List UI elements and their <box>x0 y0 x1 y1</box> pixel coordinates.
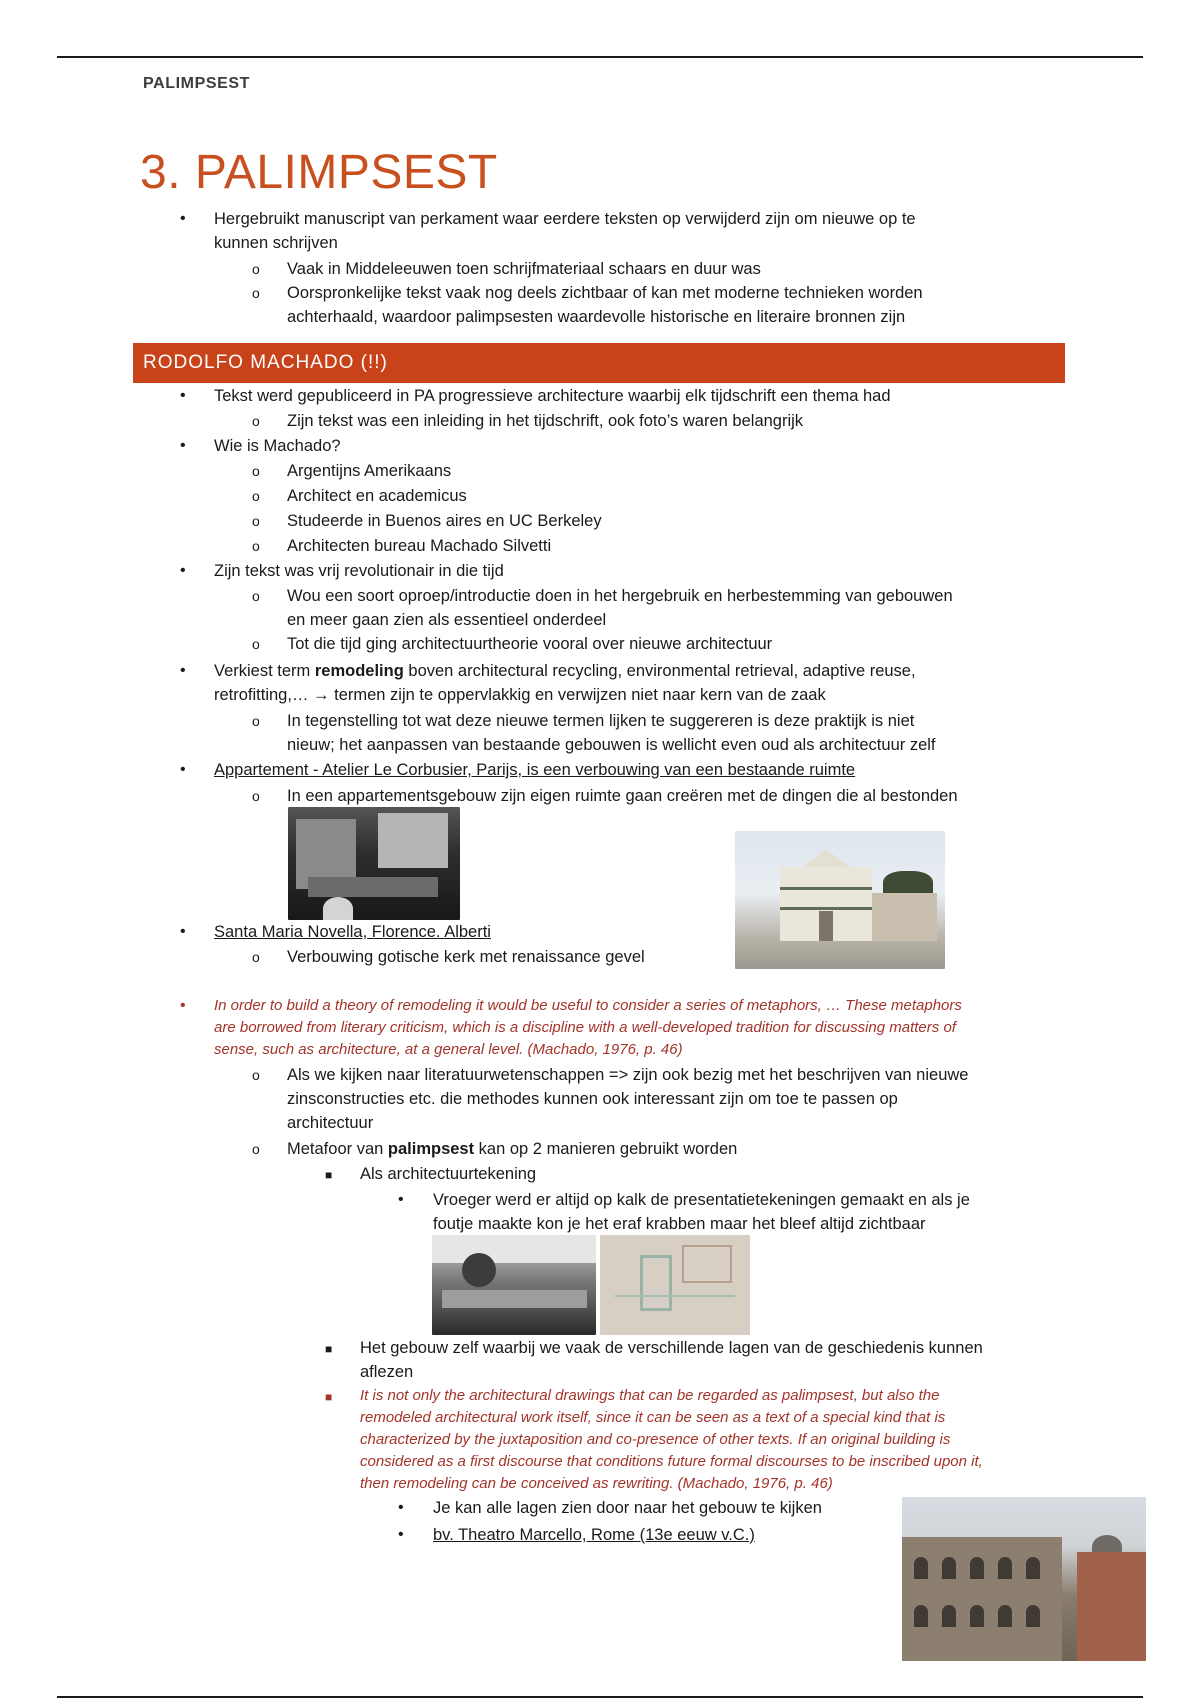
list-item: Zijn tekst was een inleiding in het tijdschrift, ook foto’s waren belangrijk <box>287 412 804 430</box>
list-item: In een appartementsgebouw zijn eigen ruimte gaan creëren met de dingen die al bestonden <box>287 787 958 805</box>
list-item: nieuw; het aanpassen van bestaande gebouwen is wellicht even oud als architectuur zelf <box>287 736 936 754</box>
santa-maria-novella-photo <box>735 831 945 969</box>
underlined-text: Santa Maria Novella, Florence. Alberti <box>214 923 491 941</box>
quote-line: In order to build a theory of remodeling it would be useful to consider a series of metaphors, … These metaphors <box>214 997 962 1014</box>
bullet-icon: • <box>398 1526 404 1543</box>
quote-line: considered as a first discourse that conditions future formal discourses to be inscribed upon it, <box>360 1453 983 1470</box>
list-item: Tekst werd gepubliceerd in PA progressieve architecture waarbij elk tijdschrift een thema had <box>214 387 891 405</box>
sub-bullet-icon: o <box>252 261 260 277</box>
bullet-icon: • <box>180 562 186 579</box>
list-item <box>214 760 855 780</box>
list-item: Architect en academicus <box>287 487 467 505</box>
theatro-marcello-photo <box>902 1497 1146 1661</box>
underlined-text: Appartement - Atelier Le Corbusier, Parijs, is een verbouwing van een bestaande ruimte <box>214 761 856 779</box>
sub-bullet-icon: o <box>252 588 260 604</box>
square-bullet-icon: ■ <box>325 1168 333 1182</box>
sub-bullet-icon: o <box>252 636 260 652</box>
section-heading: RODOLFO MACHADO (!!) <box>143 352 388 373</box>
list-item: Argentijns Amerikaans <box>287 462 452 480</box>
list-item: architectuur <box>287 1114 374 1132</box>
section-heading-band <box>133 343 1065 383</box>
square-bullet-icon: ■ <box>325 1342 333 1356</box>
term-line: retrofitting,… → termen zijn te oppervlakkig en verwijzen niet naar kern van de zaak <box>214 686 826 704</box>
list-item: en meer gaan zien als essentieel onderdeel <box>287 611 607 629</box>
quote-line: then remodeling can be conceived as rewriting. (Machado, 1976, p. 46) <box>360 1475 833 1492</box>
underlined-text: bv. Theatro Marcello, Rome (13e eeuw v.C.) <box>433 1526 755 1544</box>
list-item: Zijn tekst was vrij revolutionair in die tijd <box>214 562 504 580</box>
page-title: 3. PALIMPSEST <box>140 146 498 199</box>
list-item: foutje maakte kon je het eraf krabben maar het bleef altijd zichtbaar <box>433 1215 926 1233</box>
bullet-icon: • <box>180 923 186 940</box>
metaphor-bold: palimpsest <box>387 1140 475 1158</box>
list-item: Vaak in Middeleeuwen toen schrijfmateriaal schaars en duur was <box>287 260 761 278</box>
list-item: Oorspronkelijke tekst vaak nog deels zichtbaar of kan met moderne technieken worden <box>287 284 923 302</box>
list-item <box>214 922 491 942</box>
bullet-icon: • <box>180 997 186 1014</box>
list-item: achterhaald, waardoor palimpsesten waardevolle historische en literaire bronnen zijn <box>287 308 906 326</box>
list-item: Architecten bureau Machado Silvetti <box>287 537 552 555</box>
metaphor-text: Metafoor van <box>287 1140 388 1158</box>
bottom-rule <box>57 1696 1143 1698</box>
bullet-icon: • <box>398 1499 404 1516</box>
term-line <box>214 661 916 681</box>
top-rule <box>57 56 1143 58</box>
term-text: Verkiest term <box>214 662 315 680</box>
bullet-icon: • <box>180 210 186 227</box>
bullet-icon: • <box>180 662 186 679</box>
quote-line: sense, such as architecture, at a general level. (Machado, 1976, p. 46) <box>214 1041 683 1058</box>
drafting-room-photo <box>432 1235 596 1335</box>
quote-line: remodeled architectural work itself, since it can be seen as a text of a special kind that is <box>360 1409 946 1426</box>
sub-bullet-icon: o <box>252 538 260 554</box>
sub-bullet-icon: o <box>252 513 260 529</box>
sub-bullet-icon: o <box>252 788 260 804</box>
sub-bullet-icon: o <box>252 463 260 479</box>
bullet-icon: • <box>180 387 186 404</box>
list-item: Als architectuurtekening <box>360 1165 537 1183</box>
list-item: Je kan alle lagen zien door naar het gebouw te kijken <box>433 1499 822 1517</box>
list-item: aflezen <box>360 1363 414 1381</box>
sub-bullet-icon: o <box>252 488 260 504</box>
chalk-drawing-photo <box>600 1235 750 1335</box>
list-item: Wie is Machado? <box>214 437 341 455</box>
sub-bullet-icon: o <box>252 713 260 729</box>
term-bold: remodeling <box>314 662 404 680</box>
list-item: Tot die tijd ging architectuurtheorie vooral over nieuwe architectuur <box>287 635 773 653</box>
sub-bullet-icon: o <box>252 285 260 301</box>
bullet-icon: • <box>398 1191 404 1208</box>
square-bullet-icon: ■ <box>325 1390 333 1404</box>
list-item: Vroeger werd er altijd op kalk de presentatietekeningen gemaakt en als je <box>433 1191 970 1209</box>
list-item: zinsconstructies etc. die methodes kunnen ook interessant zijn om toe te passen op <box>287 1090 898 1108</box>
sub-bullet-icon: o <box>252 1141 260 1157</box>
sub-bullet-icon: o <box>252 413 260 429</box>
list-item: Het gebouw zelf waarbij we vaak de verschillende lagen van de geschiedenis kunnen <box>360 1339 983 1357</box>
list-item: Wou een soort oproep/introductie doen in het hergebruik en herbestemming van gebouwen <box>287 587 953 605</box>
list-item: In tegenstelling tot wat deze nieuwe termen lijken te suggereren is deze praktijk is niet <box>287 712 915 730</box>
quote-line: characterized by the juxtaposition and co-presence of other texts. If an original building is <box>360 1431 951 1448</box>
sub-bullet-icon: o <box>252 949 260 965</box>
term-text: boven architectural recycling, environmental retrieval, adaptive reuse, <box>403 662 916 680</box>
running-header: PALIMPSEST <box>143 75 251 92</box>
quote-line: It is not only the architectural drawings that can be regarded as palimpsest, but also the <box>360 1387 940 1404</box>
metaphor-line <box>287 1139 737 1159</box>
definition-line: Hergebruikt manuscript van perkament waar eerdere teksten op verwijderd zijn om nieuwe op te <box>214 210 916 228</box>
list-item <box>433 1525 755 1545</box>
list-item: Als we kijken naar literatuurwetenschappen => zijn ook bezig met het beschrijven van nieuwe <box>287 1066 969 1084</box>
metaphor-text: kan op 2 manieren gebruikt worden <box>474 1140 738 1158</box>
definition-line: kunnen schrijven <box>214 234 338 252</box>
list-item: Studeerde in Buenos aires en UC Berkeley <box>287 512 602 530</box>
quote-line: are borrowed from literary criticism, which is a discipline with a well-developed tradition for discussing matters of <box>214 1019 956 1036</box>
list-item: Verbouwing gotische kerk met renaissance gevel <box>287 948 645 966</box>
apartment-interior-photo <box>288 807 460 920</box>
bullet-icon: • <box>180 437 186 454</box>
sub-bullet-icon: o <box>252 1067 260 1083</box>
bullet-icon: • <box>180 761 186 778</box>
